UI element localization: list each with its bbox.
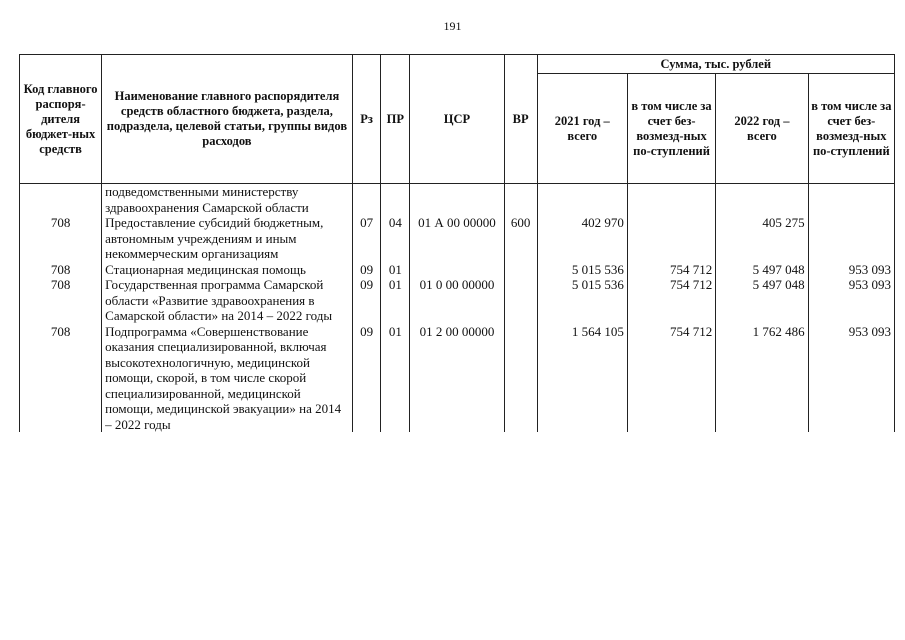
cell-vr [504, 324, 537, 433]
cell-name: Предоставление субсидий бюджетным, автономным учреждениям и иным некоммерческим организациям [102, 215, 353, 262]
cell-2021-total: 402 970 [537, 215, 627, 262]
cell-2022-free: 953 093 [808, 277, 894, 324]
table-row [20, 184, 895, 216]
cell-2022-free [808, 215, 894, 262]
cell-vr: 600 [504, 215, 537, 262]
cell-pr [381, 184, 410, 216]
cell-2021-total [537, 184, 627, 216]
header-csr: ЦСР [410, 55, 504, 184]
header-2022-free: в том числе за счет без-возмезд-ных по-ступлений [808, 74, 894, 184]
cell-vr [504, 277, 537, 324]
cell-csr [410, 184, 504, 216]
cell-2021-free: 754 712 [627, 324, 715, 433]
cell-csr: 01 2 00 00000 [410, 324, 504, 433]
header-2021-total: 2021 год – всего [537, 74, 627, 184]
cell-kod: 708 [20, 277, 102, 324]
table-body [20, 184, 895, 433]
cell-pr: 01 [381, 324, 410, 433]
cell-name: Государственная программа Самарской области «Развитие здравоохранения в Самарской области» на 2014 – 2022 годы [102, 277, 353, 324]
cell-name: Подпрограмма «Совершенствование оказания специализированной, включая высокотехнологичную, медицинской помощи, скорой, в том числе скорой специализированной, медицинской помощи, медицинской эвакуации» на 2014 – 2022 годы [102, 324, 353, 433]
table-row [20, 262, 895, 278]
header-rz: Рз [352, 55, 381, 184]
header-2022-total: 2022 год – всего [716, 74, 808, 184]
header-pr: ПР [381, 55, 410, 184]
cell-2022-total: 5 497 048 [716, 262, 808, 278]
header-summa: Сумма, тыс. рублей [537, 55, 894, 74]
cell-2021-total: 5 015 536 [537, 277, 627, 324]
cell-rz [352, 184, 381, 216]
cell-kod: 708 [20, 324, 102, 433]
cell-rz: 09 [352, 324, 381, 433]
cell-2021-total: 1 564 105 [537, 324, 627, 433]
cell-2022-free: 953 093 [808, 324, 894, 433]
cell-2021-free [627, 215, 715, 262]
budget-table [19, 54, 895, 432]
cell-2022-total [716, 184, 808, 216]
cell-csr: 01 0 00 00000 [410, 277, 504, 324]
header-name: Наименование главного распорядителя средств областного бюджета, раздела, подраздела, целевой статьи, группы видов расходов [102, 55, 353, 184]
cell-pr: 01 [381, 277, 410, 324]
cell-kod: 708 [20, 262, 102, 278]
table-row [20, 277, 895, 324]
cell-rz: 09 [352, 262, 381, 278]
cell-vr [504, 184, 537, 216]
table-header [20, 55, 895, 184]
header-2021-free: в том числе за счет без-возмезд-ных по-ступлений [627, 74, 715, 184]
cell-csr [410, 262, 504, 278]
cell-2021-free: 754 712 [627, 277, 715, 324]
page-number: 191 [443, 19, 462, 33]
cell-vr [504, 262, 537, 278]
cell-2022-total: 5 497 048 [716, 277, 808, 324]
cell-2021-free: 754 712 [627, 262, 715, 278]
table-row [20, 324, 895, 433]
cell-2022-free: 953 093 [808, 262, 894, 278]
cell-2022-total: 1 762 486 [716, 324, 808, 433]
cell-2021-total: 5 015 536 [537, 262, 627, 278]
cell-name: подведомственными министерству здравоохранения Самарской области [102, 184, 353, 216]
cell-rz: 07 [352, 215, 381, 262]
cell-pr: 04 [381, 215, 410, 262]
cell-csr: 01 А 00 00000 [410, 215, 504, 262]
cell-rz: 09 [352, 277, 381, 324]
cell-name: Стационарная медицинская помощь [102, 262, 353, 278]
cell-2022-total: 405 275 [716, 215, 808, 262]
table-row [20, 215, 895, 262]
cell-kod: 708 [20, 215, 102, 262]
header-vr: ВР [504, 55, 537, 184]
cell-kod [20, 184, 102, 216]
header-kod: Код главного распоря-дителя бюджет-ных средств [20, 55, 102, 184]
cell-2021-free [627, 184, 715, 216]
cell-pr: 01 [381, 262, 410, 278]
cell-2022-free [808, 184, 894, 216]
